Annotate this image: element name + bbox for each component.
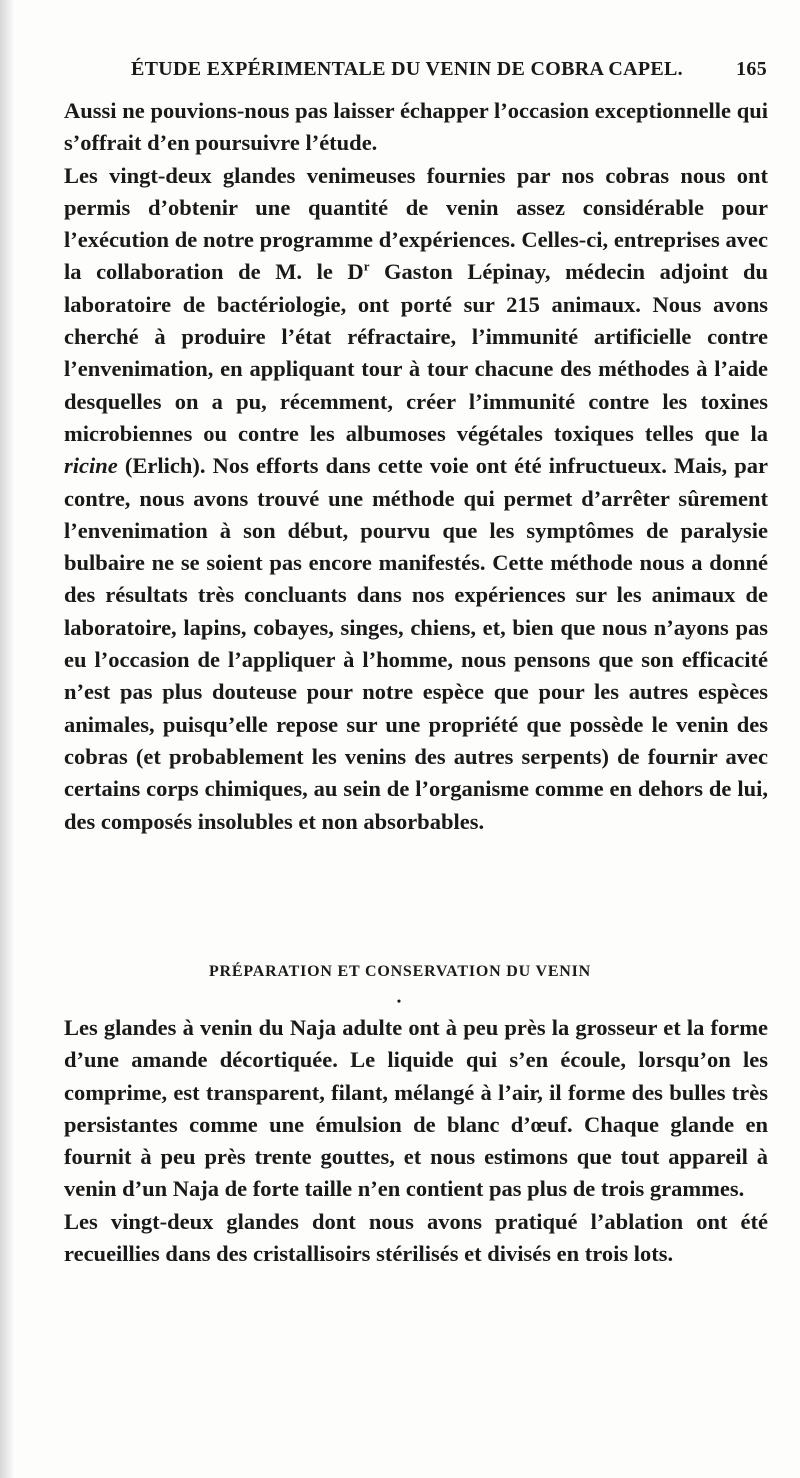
page-gutter-shadow [0,0,14,1478]
doctor-abbrev-superscript: r [363,258,370,274]
body-text-top [64,95,768,838]
body-text-bottom [64,1012,768,1270]
paragraph-1: Aussi ne pouvions-nous pas laisser échapper l’occasion exceptionnelle qui s’offrait d’en poursuivre l’étude. [64,98,768,156]
ricine-italic: ricine [64,453,118,479]
paragraph-2-part-3: (Erlich). Nos efforts dans cette voie ont été infructueux. Mais, par contre, nous avons trouvé une méthode qui permet d’arrêter sûrement l’envenimation à son début, pourvu que les symptômes de paralysie bulbaire ne se soient pas encore manifestés. Cette méthode nous a donné des résultats très concluants dans nos expériences sur les animaux de laboratoire, lapins, cobayes, singes, chiens, et, bien que nous n’ayons pas eu l’occasion de l’appliquer à l’homme, nous pensons que son efficacité n’est pas plus douteuse pour notre espèce que pour les autres espèces animales, puisqu’elle repose sur une propriété que possède le venin des cobras (et probablement les venins des autres serpents) de fournir avec certains corps chimiques, au sein de l’organisme comme en dehors de lui, des composés insolubles et non absorbables. [64,453,768,834]
running-head-title: ÉTUDE EXPÉRIMENTALE DU VENIN DE COBRA CAPEL. [131,58,683,80]
section-heading: PRÉPARATION ET CONSERVATION DU VENIN [208,963,592,980]
paragraph-3: Les glandes à venin du Naja adulte ont à peu près la grosseur et la forme d’une amande décortiquée. Le liquide qui s’en écoule, lorsqu’on les comprime, est transparent, filant, mélangé à l’air, il forme des bulles très persistantes comme une émulsion de blanc d’œuf. Chaque glande en fournit à peu près trente gouttes, et nous estimons que tout appareil à venin d’un Naja de forte taille n’en contient pas plus de trois grammes. [64,1015,768,1202]
page-number: 165 [736,58,767,80]
paragraph-2-part-1: Les vingt-deux glandes venimeuses fournies par nos cobras nous ont permis d’obtenir une quantité de venin assez considérable pour l’exécution de notre programme d’expériences. Celles-ci, entreprises avec la collaboration de M. le D [64,162,768,285]
paragraph-2 [64,160,768,838]
paragraph-2-part-2: Gaston Lépinay, médecin adjoint du laboratoire de bactériologie, ont porté sur 215 animaux. Nous avons cherché à produire l’état réfractaire, l’immunité artificielle contre l’envenimation, en appliquant tour à tour chacune des méthodes à l’aide desquelles on a pu, récemment, créer l’immunité contre les toxines microbiennes ou contre les albumoses végétales toxiques telles que la [64,259,768,446]
paragraph-4: Les vingt-deux glandes dont nous avons pratiqué l’ablation ont été recueillies dans des cristallisoirs stérilisés et divisés en trois lots. [64,1208,768,1267]
running-head [131,58,767,86]
section-ornament: • [396,994,402,1008]
